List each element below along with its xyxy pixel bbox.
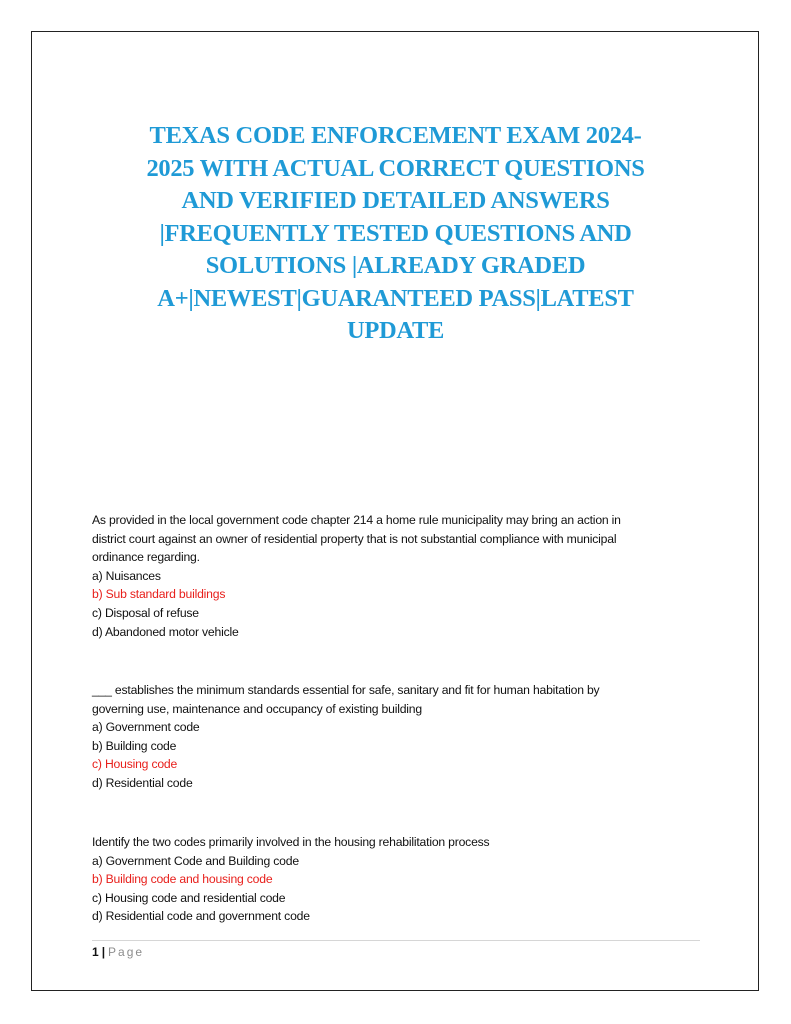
title-line: |FREQUENTLY TESTED QUESTIONS AND [159,219,632,247]
title-line: TEXAS CODE ENFORCEMENT EXAM 2024- [149,122,642,149]
question-3 [92,833,702,926]
answer-option: d) Residential code [92,775,193,790]
page-label: Page [108,945,145,959]
question-stem: district court against an owner of residential property that is not substantial compliance with municipal [92,531,617,546]
title-line: UPDATE [346,317,445,344]
answer-option: d) Residential code and government code [92,909,310,924]
question-2 [92,681,702,793]
answer-option: c) Housing code [92,757,178,772]
answer-option: c) Disposal of refuse [92,605,199,620]
answer-option: a) Government code [92,720,200,735]
answer-option: b) Building code [92,738,177,753]
question-stem: ordinance regarding. [92,550,200,565]
answer-option: b) Sub standard buildings [92,587,226,602]
page-footer [92,944,144,960]
title-line: A+|NEWEST|GUARANTEED PASS|LATEST [157,284,634,312]
footer-divider [92,940,700,941]
answer-option: c) Housing code and residential code [92,890,286,905]
answer-option: a) Nuisances [92,568,161,583]
answer-option: a) Government Code and Building code [92,853,299,868]
question-stem: As provided in the local government code chapter 214 a home rule municipality may bring an action in [92,513,621,527]
page-number: 1 [92,945,99,959]
document-title [90,120,701,348]
title-line: SOLUTIONS |ALREADY GRADED [205,252,586,279]
answer-option: b) Building code and housing code [92,872,273,887]
question-1 [92,511,702,641]
footer-separator: | [101,945,106,959]
answer-option: d) Abandoned motor vehicle [92,624,239,639]
title-line: AND VERIFIED DETAILED ANSWERS [181,187,610,214]
question-stem: ___ establishes the minimum standards essential for safe, sanitary and fit for human habitation by [92,683,600,697]
title-line: 2025 WITH ACTUAL CORRECT QUESTIONS [146,154,645,182]
question-stem: Identify the two codes primarily involved in the housing rehabilitation process [92,835,490,849]
question-stem: governing use, maintenance and occupancy of existing building [92,701,422,716]
